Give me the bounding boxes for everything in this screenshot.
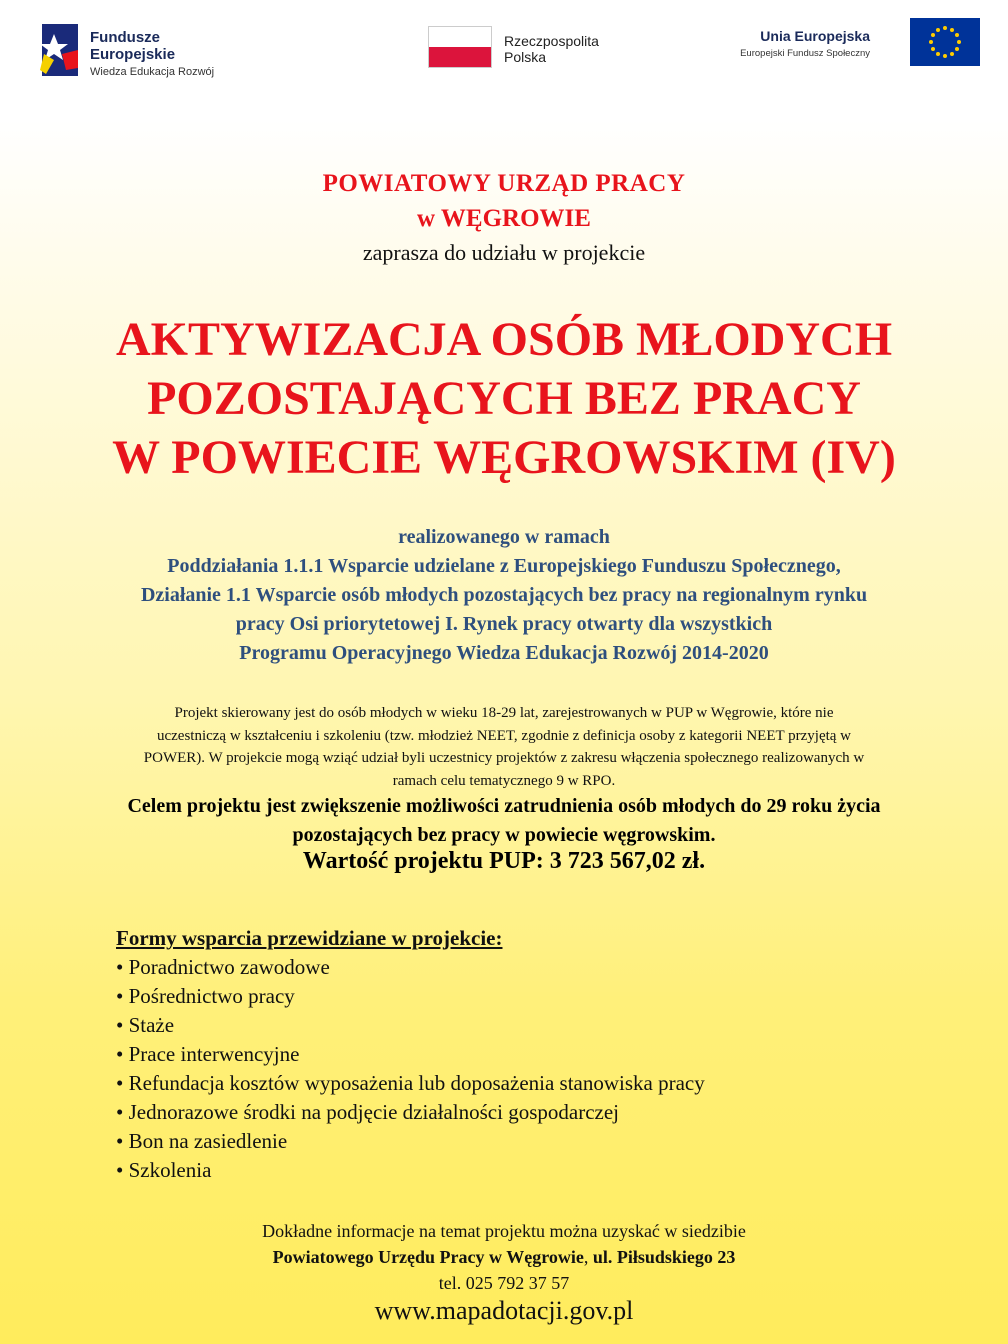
program-line3: Działanie 1.1 Wsparcie osób młodych pozostających bez pracy na regionalnym rynku (140, 584, 868, 606)
office-full-name: Powiatowego Urzędu Pracy w Węgrowie (272, 1247, 584, 1267)
rp-name-line1: Rzeczpospolita (504, 33, 599, 49)
eu-flag-icon (910, 18, 980, 66)
street-address: ul. Piłsudskiego 23 (592, 1247, 736, 1267)
website-link[interactable]: www.mapadotacji.gov.pl (374, 1296, 634, 1325)
invitation-text: zaprasza do udziału w projekcie (362, 240, 646, 265)
list-item: • Poradnictwo zawodowe (116, 955, 330, 979)
list-item: • Pośrednictwo pracy (116, 984, 295, 1008)
list-item: • Refundacja kosztów wyposażenia lub doposażenia stanowiska pracy (116, 1071, 705, 1095)
fe-name-line2: Europejskie (90, 46, 176, 63)
polish-flag-icon (428, 26, 492, 68)
office-city: w WĘGROWIE (417, 205, 591, 232)
rzeczpospolita-polska-logo (428, 26, 628, 70)
ue-name: Unia Europejska (760, 28, 870, 44)
program-line4: pracy Osi priorytetowej I. Rynek pracy otwarty dla wszystkich (235, 613, 773, 635)
description-line2: uczestniczą w kształceniu i szkoleniu (tzw. młodzież NEET, zgodnie z definicja osoby z kategorii NEET przyjętą w (156, 727, 852, 744)
program-line2: Poddziałania 1.1.1 Wsparcie udzielane z Europejskiego Funduszu Społecznego, (167, 555, 841, 577)
list-item: • Bon na zasiedlenie (116, 1129, 288, 1153)
office-name: POWIATOWY URZĄD PRACY (322, 170, 686, 197)
project-title-line1: AKTYWIZACJA OSÓB MŁODYCH (115, 313, 893, 366)
fe-program-name: Wiedza Edukacja Rozwój (90, 66, 215, 78)
program-info (0, 523, 1008, 668)
program-line5: Programu Operacyjnego Wiedza Edukacja Rozwój 2014-2020 (239, 642, 769, 664)
fe-name-line1: Fundusze (90, 29, 160, 46)
unia-europejska-logo (740, 18, 980, 70)
goal-line1: Celem projektu jest zwiększenie możliwości zatrudnienia osób młodych do 29 roku życia (127, 795, 881, 817)
project-title-line3: W POWIECIE WĘGROWSKIM (IV) (112, 431, 896, 484)
list-item: • Prace interwencyjne (116, 1042, 300, 1066)
support-forms-heading: Formy wsparcia przewidziane w projekcie: (116, 926, 503, 950)
list-item: • Staże (116, 1013, 175, 1037)
contact-intro: Dokładne informacje na temat projektu można uzyskać w siedzibie (262, 1221, 746, 1241)
rp-name-line2: Polska (504, 49, 547, 65)
list-item: • Szkolenia (116, 1158, 212, 1182)
contact-address (0, 1244, 1008, 1270)
program-line1: realizowanego w ramach (398, 526, 610, 548)
project-description (50, 702, 958, 792)
goal-line2: pozostających bez pracy w powiecie węgrowskim. (292, 824, 716, 846)
contact-info (0, 1218, 1008, 1296)
phone-number: tel. 025 792 37 57 (438, 1273, 570, 1293)
address-separator: , (583, 1247, 593, 1267)
description-line1: Projekt skierowany jest do osób młodych w wieku 18-29 lat, zarejestrowanych w PUP w Węgrowie, które nie (174, 705, 834, 721)
description-line4: ramach celu tematycznego 9 w RPO. (392, 772, 616, 789)
project-goal (0, 792, 1008, 850)
description-line3: POWER). W projekcie mogą wziąć udział byli uczestnicy projektów z zakresu włączenia społecznego realizowanych w (143, 750, 865, 766)
logo-bar (0, 0, 1008, 110)
list-item: • Jednorazowe środki na podjęcie działalności gospodarczej (116, 1100, 619, 1124)
fe-star-icon (40, 20, 80, 80)
project-title-line2: POZOSTAJĄCYCH BEZ PRACY (147, 372, 861, 425)
project-value: Wartość projektu PUP: 3 723 567,02 zł. (302, 848, 706, 874)
fundusze-europejskie-logo (40, 20, 240, 90)
ue-fund-name: Europejski Fundusz Społeczny (740, 48, 870, 59)
support-forms (116, 924, 705, 1185)
project-title (0, 310, 1008, 487)
